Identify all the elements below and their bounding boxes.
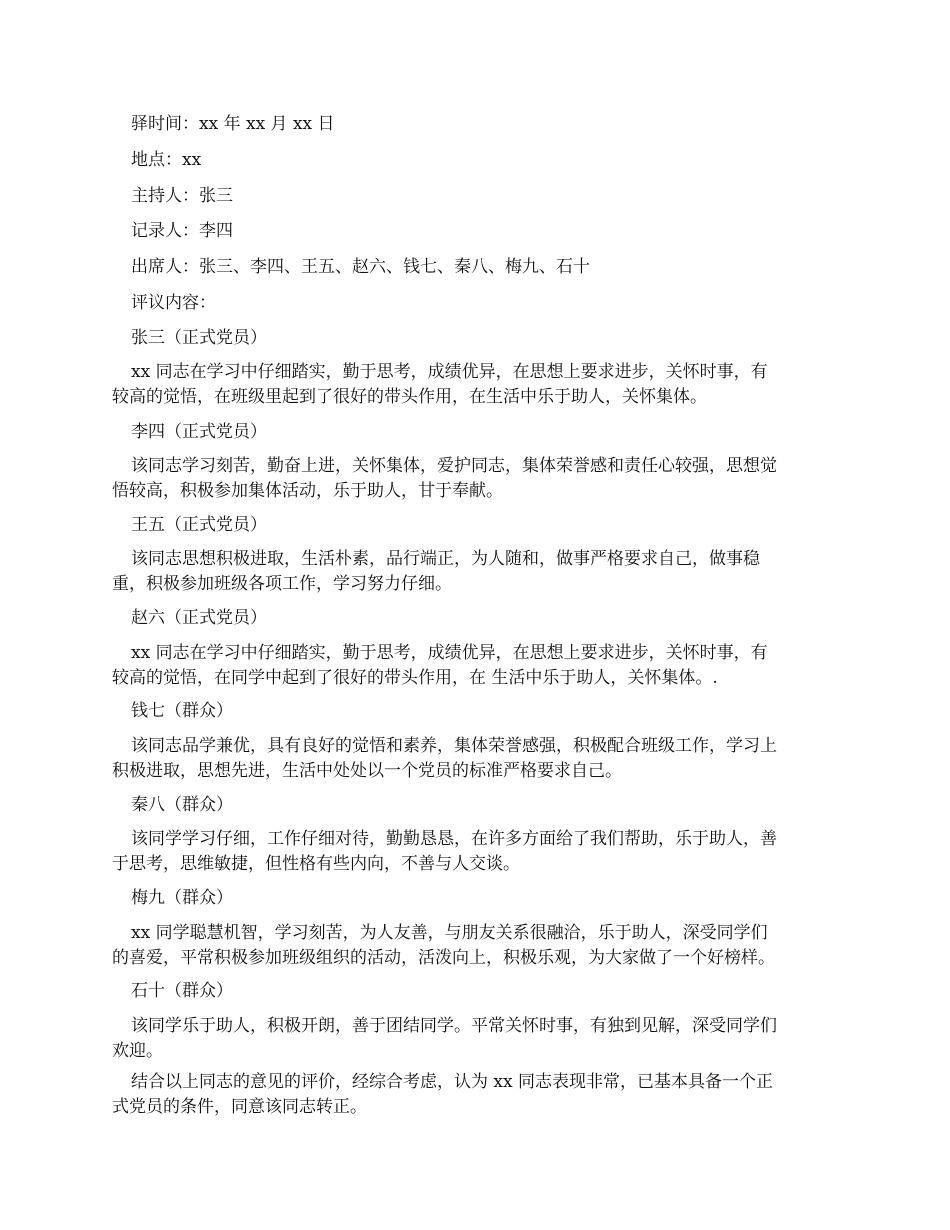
entry-name: 王五（正式党员） xyxy=(131,515,267,535)
entry-text xyxy=(112,454,840,504)
conclusion xyxy=(112,1070,840,1120)
entry-name: 石十（群众） xyxy=(131,981,233,1001)
entry-text xyxy=(112,547,840,597)
conclusion-line: 式党员的条件，同意该同志转正。 xyxy=(112,1097,367,1117)
entry-text xyxy=(112,921,840,971)
entry-text-line: 该同志学习刻苦，勤奋上进，关怀集体，爱护同志，集体荣誉感和责任心较强，思想觉 xyxy=(131,456,777,476)
content-label: 评议内容： xyxy=(131,293,216,313)
entry-text-line: 欢迎。 xyxy=(112,1041,163,1061)
entry-name: 赵六（正式党员） xyxy=(131,608,267,628)
entry-text-line: xx 同志在学习中仔细踏实，勤于思考，成绩优异，在思想上要求进步，关怀时事，有 xyxy=(131,362,768,382)
entry-name: 秦八（群众） xyxy=(131,795,233,815)
entry-name: 梅九（群众） xyxy=(131,888,233,908)
entry-text xyxy=(112,1014,840,1064)
entry-text xyxy=(112,827,840,877)
entry-text-line: 积极进取，思想先进，生活中处处以一个党员的标准严格要求自己。 xyxy=(112,761,622,781)
entry-text-line: 重，积极参加班级各项工作，学习努力仔细。 xyxy=(112,574,452,594)
entry-text-line: xx 同学聪慧机智，学习刻苦，为人友善，与朋友关系很融洽，乐于助人，深受同学们 xyxy=(131,923,768,943)
entry-name: 张三（正式党员） xyxy=(131,328,267,348)
meeting-place: 地点：xx xyxy=(131,150,202,170)
entry-name: 钱七（群众） xyxy=(131,701,233,721)
entry-text-line: 的喜爱，平常积极参加班级组织的活动，活泼向上，积极乐观，为大家做了一个好榜样。 xyxy=(112,948,775,968)
entry-text-line: xx 同志在学习中仔细踏实，勤于思考，成绩优异，在思想上要求进步，关怀时事，有 xyxy=(131,643,768,663)
entry-name: 李四（正式党员） xyxy=(131,422,267,442)
entry-text xyxy=(112,641,840,691)
entry-text-line: 悟较高，积极参加集体活动，乐于助人，甘于奉献。 xyxy=(112,481,503,501)
entry-text-line: 该同学乐于助人，积极开朗，善于团结同学。平常关怀时事，有独到见解，深受同学们 xyxy=(131,1016,777,1036)
entry-text-line: 于思考，思维敏捷，但性格有些内向，不善与人交谈。 xyxy=(112,854,520,874)
entry-text-line: 该同志品学兼优，具有良好的觉悟和素养，集体荣誉感强，积极配合班级工作，学习上 xyxy=(131,736,777,756)
meeting-recorder: 记录人：李四 xyxy=(131,221,233,241)
entry-text-line: 该同志思想积极进取，生活朴素，品行端正，为人随和，做事严格要求自己，做事稳 xyxy=(131,549,760,569)
entry-text xyxy=(112,734,840,784)
meeting-time: 驿时间：xx 年 xx 月 xx 日 xyxy=(131,114,335,134)
entry-text xyxy=(112,360,840,410)
entry-text-line: 较高的觉悟，在同学中起到了很好的带头作用，在 生活中乐于助人，关怀集体。. xyxy=(112,668,718,688)
entry-text-line: 该同学学习仔细，工作仔细对待，勤勤恳恳，在许多方面给了我们帮助，乐于助人，善 xyxy=(131,829,777,849)
meeting-attendees: 出席人：张三、李四、王五、赵六、钱七、秦八、梅九、石十 xyxy=(131,257,590,277)
meeting-host: 主持人：张三 xyxy=(131,186,233,206)
conclusion-line: 结合以上同志的意见的评价，经综合考虑，认为 xx 同志表现非常，已基本具备一个正 xyxy=(131,1072,773,1092)
entry-text-line: 较高的觉悟，在班级里起到了很好的带头作用，在生活中乐于助人，关怀集体。 xyxy=(112,387,707,407)
